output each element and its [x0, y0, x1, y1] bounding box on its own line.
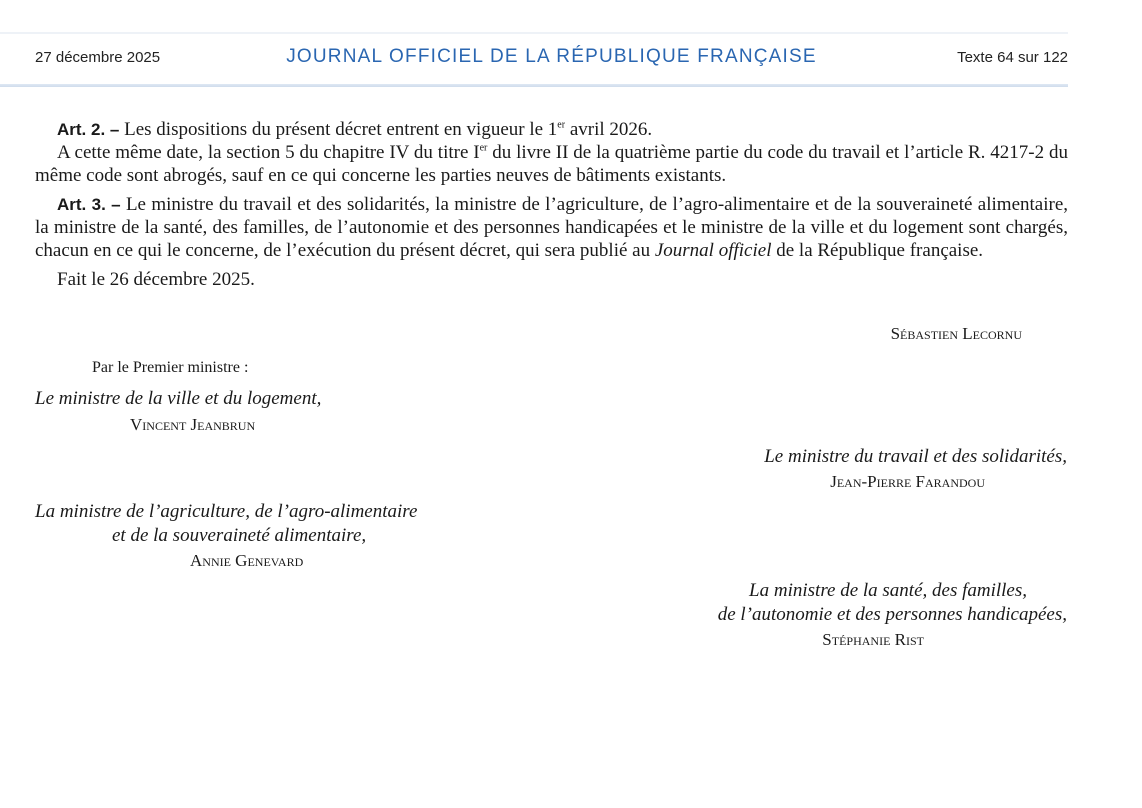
par-le-premier-ministre: Par le Premier ministre :	[92, 359, 249, 376]
signatory-sante-title-2: de l’autonomie et des personnes handicapées,	[717, 604, 1067, 625]
signatory-sante-title-1: La ministre de la santé, des familles,	[749, 580, 1027, 601]
article-3-label: Art. 3. –	[57, 195, 121, 214]
header-date: 27 décembre 2025	[35, 49, 161, 66]
article-3: Art. 3. – Le ministre du travail et des solidarités, la ministre de l’agriculture, de l’agro-alimentaire et de la souveraineté alimentaire, la ministre de la santé, des familles, de l’autonomie et des personnes handicapées et le ministre de la ville et du logement sont chargés, chacun en ce qui le concerne, de l’exécution du présent décret, qui sera publié au Journal officiel de la République française.	[35, 194, 1068, 261]
text-number: Texte 64 sur 122	[957, 49, 1068, 66]
prime-minister-name: Sébastien Lecornu	[890, 324, 1022, 343]
signatory-ville-title: Le ministre de la ville et du logement,	[35, 388, 322, 409]
page-header	[35, 46, 1068, 72]
signatory-travail-title: Le ministre du travail et des solidarités,	[764, 446, 1067, 467]
signatory-travail-name: Jean-Pierre Farandou	[830, 472, 985, 491]
signatory-agriculture-title-1: La ministre de l’agriculture, de l’agro-alimentaire	[35, 501, 418, 522]
article-2-label: Art. 2. –	[57, 120, 120, 139]
fait-le: Fait le 26 décembre 2025.	[57, 269, 255, 290]
article-2: Art. 2. – Les dispositions du présent décret entrent en vigueur le 1er avril 2026.	[57, 119, 653, 140]
signatory-sante-name: Stéphanie Rist	[822, 630, 924, 649]
journal-title: JOURNAL OFFICIEL DE LA RÉPUBLIQUE FRANÇAISE	[286, 46, 817, 67]
signatory-ville-name: Vincent Jeanbrun	[130, 415, 256, 434]
top-divider	[0, 32, 1068, 34]
signatory-agriculture-name: Annie Genevard	[190, 551, 304, 570]
article-2-paragraph-2: A cette même date, la section 5 du chapitre IV du titre Ier du livre II de la quatrième partie du code du travail et l’article R. 4217-2 du même code sont abrogés, sauf en ce qui concerne les parties neuves de bâtiments existants.	[35, 142, 1068, 186]
signatory-agriculture-title-2: et de la souveraineté alimentaire,	[112, 525, 367, 546]
header-rule	[0, 84, 1068, 87]
decree-body	[35, 118, 1068, 291]
